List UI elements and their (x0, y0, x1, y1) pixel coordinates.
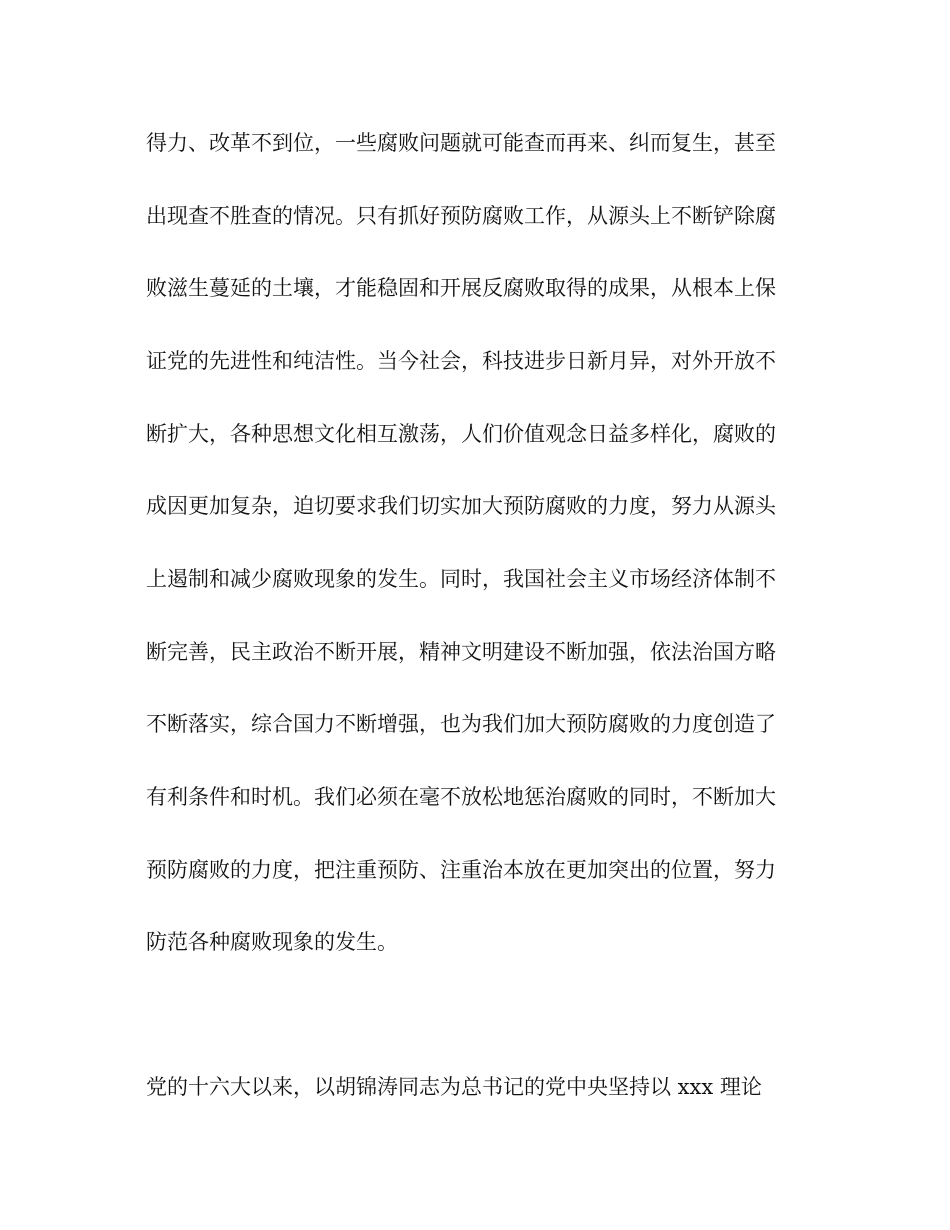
paragraph-line: 党的十六大以来，以胡锦涛同志为总书记的党中央坚持以 xxx 理论 (146, 1075, 762, 1099)
paragraph-line: 出现查不胜查的情况。只有抓好预防腐败工作，从源头上不断铲除腐 (146, 204, 776, 228)
paragraph-line: 上遏制和减少腐败现象的发生。同时，我国社会主义市场经济体制不 (146, 567, 776, 591)
paragraph-line: 预防腐败的力度，把注重预防、注重治本放在更加突出的位置，努力 (146, 858, 776, 882)
paragraph-line: 得力、改革不到位，一些腐败问题就可能查而再来、纠而复生，甚至 (146, 131, 776, 155)
paragraph-line: 断完善，民主政治不断开展，精神文明建设不断加强，依法治国方略 (146, 640, 776, 664)
paragraph-line: 防范各种腐败现象的发生。 (146, 930, 398, 954)
paragraph-line: 有利条件和时机。我们必须在毫不放松地惩治腐败的同时，不断加大 (146, 785, 776, 809)
paragraph-line: 成因更加复杂，迫切要求我们切实加大预防腐败的力度，努力从源头 (146, 494, 776, 518)
paragraph-line: 不断落实，综合国力不断增强，也为我们加大预防腐败的力度创造了 (146, 712, 776, 736)
paragraph-line: 断扩大，各种思想文化相互激荡，人们价值观念日益多样化，腐败的 (146, 422, 776, 446)
paragraph-line: 证党的先进性和纯洁性。当今社会，科技进步日新月异，对外开放不 (146, 349, 776, 373)
paragraph-line: 败滋生蔓延的土壤，才能稳固和开展反腐败取得的成果，从根本上保 (146, 276, 776, 300)
